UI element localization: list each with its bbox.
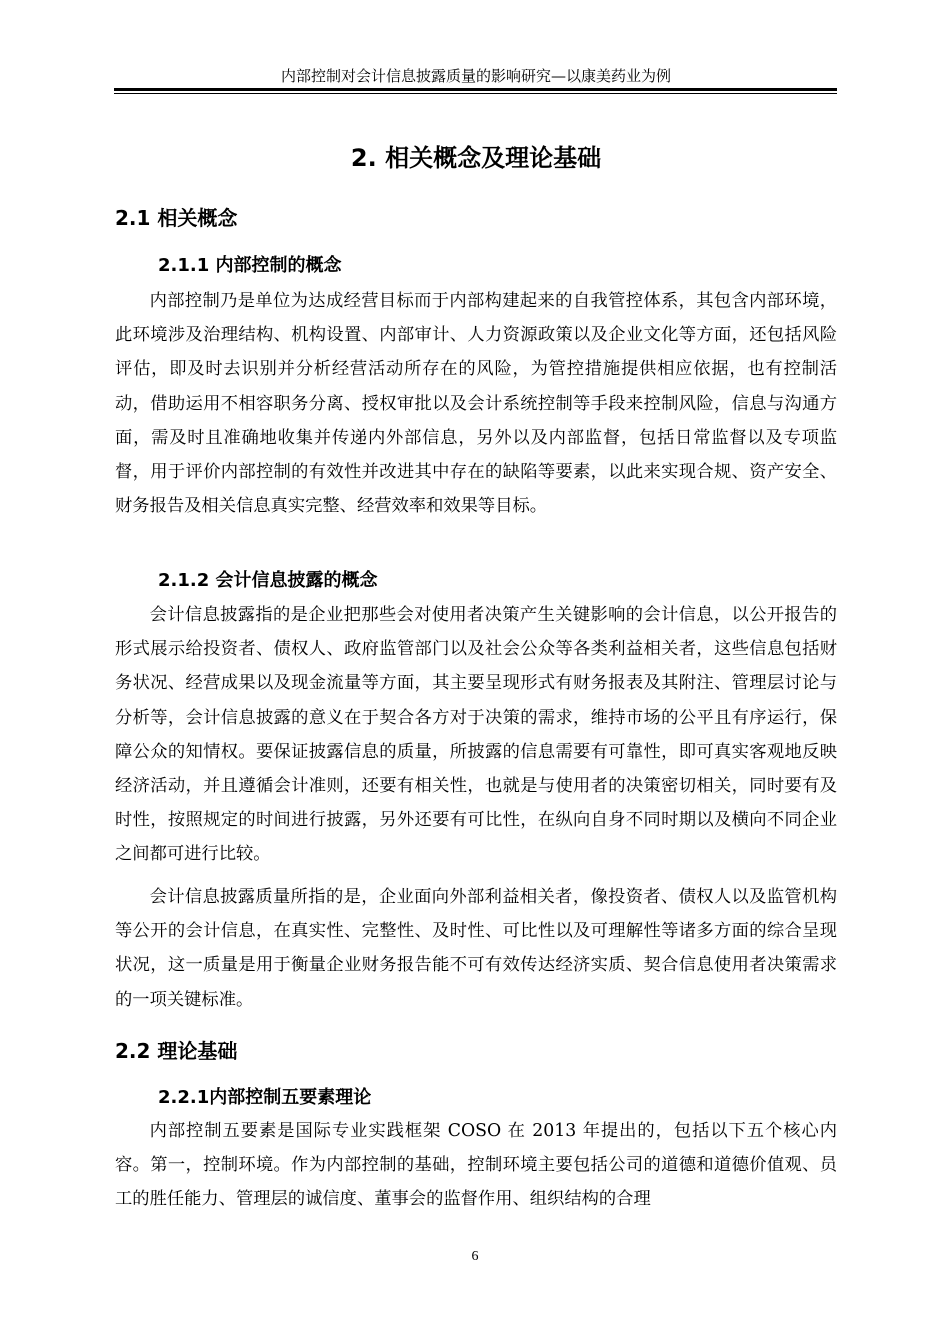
- paragraph-disclosure-concept: 会计信息披露指的是企业把那些会对使用者决策产生关键影响的会计信息，以公开报告的形式展示给投资者、债权人、政府监管部门以及社会公众等各类利益相关者，这些信息包括财务状况、经营成果以及现金流量等方面，其主要呈现形式有财务报表及其附注、管理层讨论与分析等，会计信息披露的意义在于契合各方对于决策的需求，维持市场的公平且有序运行，保障公众的知情权。要保证披露信息的质量，所披露的信息需要有可靠性，即可真实客观地反映经济活动，并且遵循会计准则，还要有相关性，也就是与使用者的决策密切相关，同时要有及时性，按照规定的时间进行披露，另外还要有可比性，在纵向自身不同时期以及横向不同企业之间都可进行比较。: [115, 605, 837, 865]
- paragraph-disclosure-quality: 会计信息披露质量所指的是，企业面向外部利益相关者，像投资者、债权人以及监管机构等公开的会计信息，在真实性、完整性、及时性、可比性以及可理解性等诸多方面的综合呈现状况，这一质量是用于衡量企业财务报告能不可有效传达经济实质、契合信息使用者决策需求的一项关键标准。: [115, 887, 837, 1010]
- section-heading-2-2: 2.2 理论基础: [115, 1039, 238, 1063]
- subsection-heading-2-1-1: 2.1.1 内部控制的概念: [158, 255, 342, 276]
- subsection-heading-2-2-1: 2.2.1内部控制五要素理论: [158, 1087, 372, 1108]
- paragraph-internal-control-concept: 内部控制乃是单位为达成经营目标而于内部构建起来的自我管控体系，其包含内部环境，此环境涉及治理结构、机构设置、内部审计、人力资源政策以及企业文化等方面，还包括风险评估，即及时去识别并分析经营活动所存在的风险，为管控措施提供相应依据，也有控制活动，借助运用不相容职务分离、授权审批以及会计系统控制等手段来控制风险，信息与沟通方面，需及时且准确地收集并传递内外部信息，另外以及内部监督，包括日常监督以及专项监督，用于评价内部控制的有效性并改进其中存在的缺陷等要素，以此来实现合规、资产安全、财务报告及相关信息真实完整、经营效率和效果等目标。: [115, 291, 837, 517]
- page-number: 6: [471, 1249, 479, 1264]
- section-heading-2-1: 2.1 相关概念: [115, 206, 238, 230]
- running-header: 内部控制对会计信息披露质量的影响研究—以康美药业为例: [280, 67, 671, 85]
- subsection-heading-2-1-2: 2.1.2 会计信息披露的概念: [158, 570, 378, 591]
- header-rule-thin: [114, 93, 837, 94]
- header-rule-thick: [114, 88, 837, 91]
- paragraph-five-elements: 内部控制五要素是国际专业实践框架 COSO 在 2013 年提出的，包括以下五个核心内容。第一，控制环境。作为内部控制的基础，控制环境主要包括公司的道德和道德价值观、员工的胜任能力、管理层的诚信度、董事会的监督作用、组织结构的合理: [115, 1121, 837, 1210]
- chapter-title: 2. 相关概念及理论基础: [350, 144, 602, 172]
